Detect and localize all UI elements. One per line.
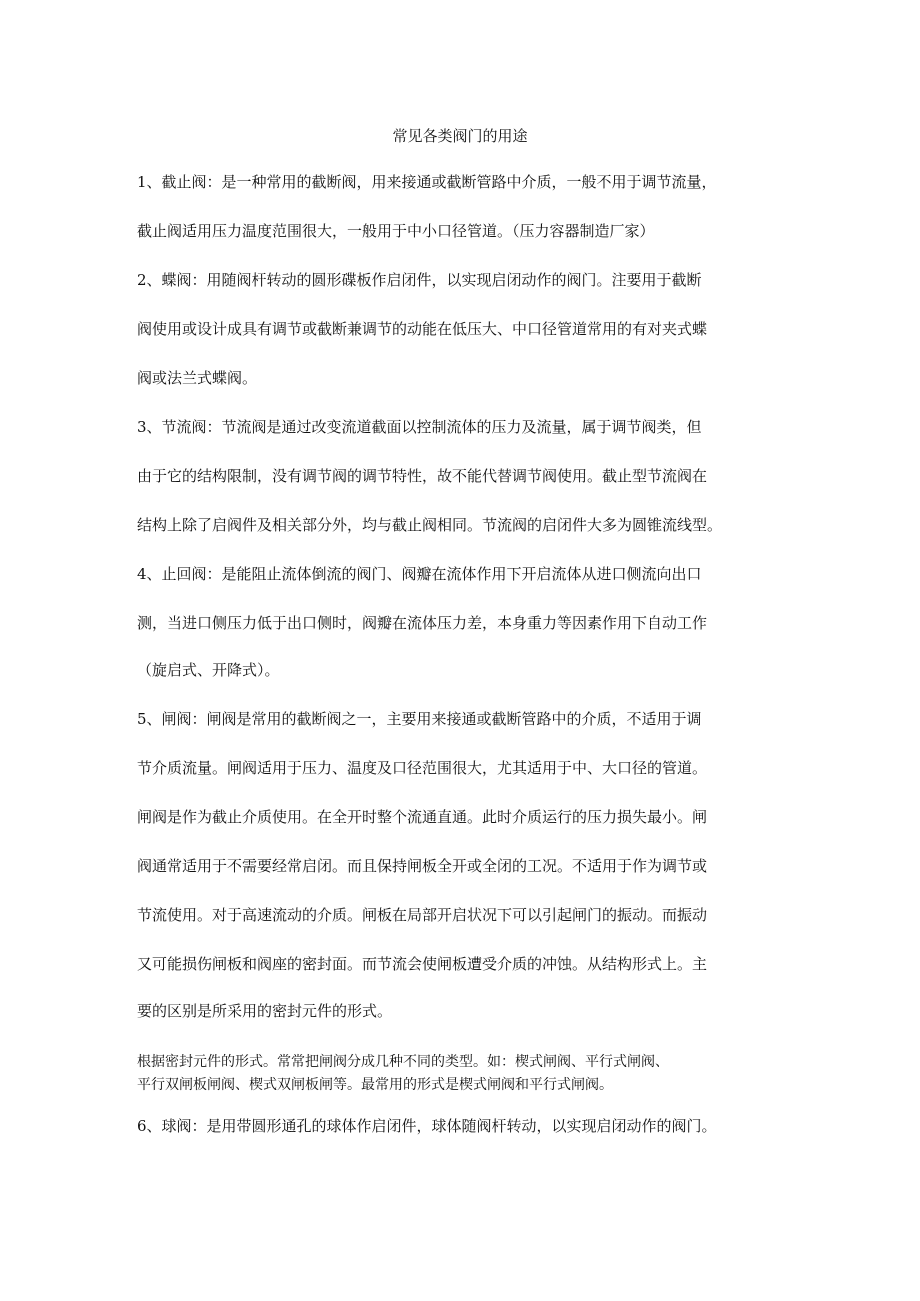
text-line: 节流使用。对于高速流动的介质。闸板在局部开启状况下可以引起闸门的振动。而振动 (137, 906, 708, 924)
text-line: 结构上除了启阀件及相关部分外，均与截止阀相同。节流阀的启闭件大多为圆锥流线型。 (137, 516, 723, 534)
text-line: 由于它的结构限制，没有调节阀的调节特性，故不能代替调节阀使用。截止型节流阀在 (137, 467, 708, 485)
text-line: 根据密封元件的形式。常常把闸阀分成几种不同的类型。如：楔式闸阀、平行式闸阀、 (137, 1054, 669, 1070)
text-line: 截止阀适用压力温度范围很大，一般用于中小口径管道。（压力容器制造厂家） (137, 222, 655, 240)
text-line: 阀使用或设计成具有调节或截断兼调节的动能在低压大、中口径管道常用的有对夹式蝶 (137, 320, 708, 338)
text-line: 又可能损伤闸板和阀座的密封面。而节流会使闸板遭受介质的冲蚀。从结构形式上。主 (137, 955, 708, 973)
text-line: 要的区别是所采用的密封元件的形式。 (137, 1002, 393, 1020)
text-line: 闸阀是作为截止介质使用。在全开时整个流通直通。此时介质运行的压力损失最小。闸 (137, 808, 708, 826)
text-line: 1、截止阀：是一种常用的截断阀，用来接通或截断管路中介质，一般不用于调节流量， (137, 173, 717, 191)
text-line: 6、球阀：是用带圆形通孔的球体作启闭件，球体随阀杆转动，以实现启闭动作的阀门。 (137, 1117, 717, 1135)
text-line: 平行双闸板闸阀、楔式双闸板闸等。最常用的形式是楔式闸阀和平行式闸阀。 (137, 1077, 613, 1093)
text-line: 2、蝶阀：用随阀杆转动的圆形碟板作启闭件，以实现启闭动作的阀门。注要用于截断 (137, 271, 702, 289)
text-line: 节介质流量。闸阀适用于压力、温度及口径范围很大，尤其适用于中、大口径的管道。 (137, 759, 708, 777)
text-line: 5、闸阀：闸阀是常用的截断阀之一，主要用来接通或截断管路中的介质，不适用于调 (137, 710, 702, 728)
text-line: （旋启式、开降式）。 (137, 661, 280, 679)
document-title: 常见各类阀门的用途 (392, 127, 528, 145)
text-line: 4、止回阀：是能阻止流体倒流的阀门、阀瓣在流体作用下开启流体从进口侧流向出口 (137, 565, 702, 583)
text-line: 阀或法兰式蝶阀。 (137, 369, 258, 387)
text-line: 阀通常适用于不需要经常启闭。而且保持闸板全开或全闭的工况。不适用于作为调节或 (137, 857, 708, 875)
text-line: 3、节流阀：节流阀是通过改变流道截面以控制流体的压力及流量，属于调节阀类，但 (137, 418, 702, 436)
text-line: 测，当进口侧压力低于出口侧时，阀瓣在流体压力差，本身重力等因素作用下自动工作 (137, 614, 708, 632)
